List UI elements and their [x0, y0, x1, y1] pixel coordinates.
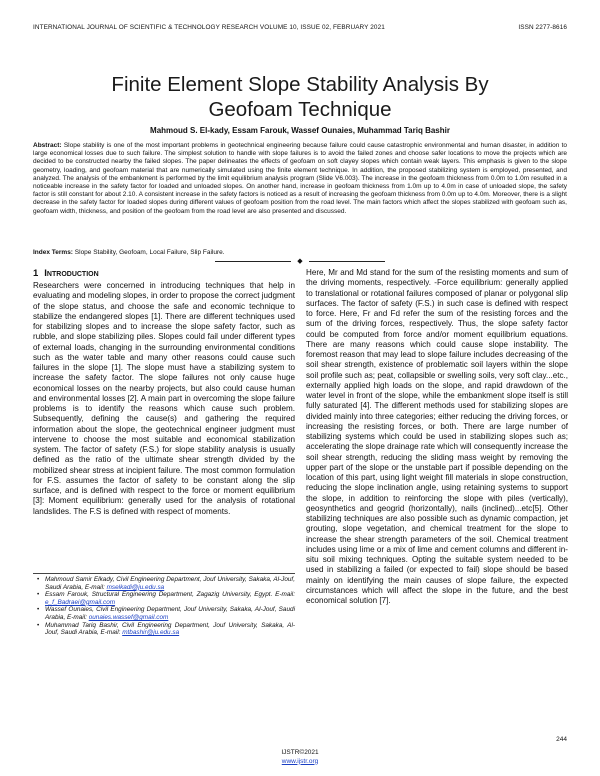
footnote-text: Muhammad Tariq Bashir, Civil Engineering Department, Jouf University, Sakaka, Al-Jouf, Saudi Arabia, E-mail:	[45, 621, 295, 637]
page-footer	[0, 749, 600, 766]
bullet-icon: •	[37, 576, 40, 583]
author-list: Mahmoud S. El-kady, Essam Farouk, Wassef Ounaies, Muhammad Tariq Bashir	[150, 126, 450, 135]
index-terms	[33, 249, 567, 257]
email-link[interactable]: mtbashir@ju.edu.sa	[122, 629, 180, 637]
email-link[interactable]: ounaies.wassef@gmail.com	[88, 613, 169, 621]
section-number: 1	[33, 268, 39, 279]
author-footnotes	[33, 573, 295, 637]
section-title: Introduction	[44, 268, 99, 279]
right-column	[306, 268, 568, 606]
abstract-text: Slope stability is one of the most important problems in geotechnical engineering because failure could cause catastrophic environmental and human disaster, in addition to large economical losses due to such failure. The simplest solution to handle with slope failures is to avoid the failed zones and choose safer locations to move the projects which are decided to be constructed nearby the failed slopes. The paper delineates the effects of geofoam on soft clayey slopes which contain weak layers. This emphasis is given to the slope geometry, loading, and geofoam material that are numerically simulated using the finite element technique. In addition, the proposed stabilizing system is employed, presented, and analyzed. The analysis of the embankment is performed by the limit equilibrium analysis program (Slide V6.003). The increase in the geofoam thickness from 0.0m to 1.0m resulted in a noticeable increase in the safety factor for loaded and unloaded slopes. On another hand, increase in geofoam thickness from 1.0m up to 4.0m in case of unloaded slope, the safety factor is still constant for about 2.10. A consistent increase in the safety factors is noticed as a result of increasing the geofoam thickness from 0.0m up to 4.0m. Moreover, there is a slight decrease in the safety factor for loaded slopes during different values of geofoam position from the road level. The main factors which affect the slopes stabilized with geofoam such as, geofoam width, thickness, and position of the geofoam from the road level are also presented and discussed.	[33, 142, 567, 215]
index-terms-label: Index Terms:	[33, 249, 73, 256]
title-line-1: Finite Element Slope Stability Analysis By	[111, 72, 489, 96]
left-column	[33, 268, 295, 517]
paper-title	[40, 72, 560, 122]
footnote-author-3	[37, 606, 295, 621]
abstract-label: Abstract:	[33, 142, 62, 149]
introduction-paragraph: Researchers were concerned in introducing techniques that help in evaluating and modeling slopes, in order to propose the correct judgment of the slope status, and choose the safe and economic technique to stabilize the endangered slopes [1]. There are different techniques used for stabilizing slopes and to increase the slope safety factor, such as rubble, and slope stabilizing piles. Slopes could fail under different types of external loads, changing in the surrounding environmental conditions such as the water table and many other reasons could cause such failures in the slope [1]. The slope must have a stabilizing system to increase the safety factor. The slope failures not only cause huge economical losses on the nearby projects, but also could cause human and environmental losses [2]. A main part in overcoming the slope failure problems is to identify the reasons which cause such problem. Subsequently, defining the cause(s) and gathering the required information about the slope, the geotechnical engineer judgment must intervene to choose the most suitable and economical stabilization system. The factor of safety (F.S.) for slope stability analysis is usually defined as the ratio of the ultimate shear strength divided by the mobilized shear stress at incipient failure. The most common formulation for F.S. assumes the factor of safety to be constant along the slip surface, and is defined with respect to the force or moment equilibrium [3]: Moment equilibrium: generally used for the analysis of rotational landslides. The F.S is defined with respect of moments.	[33, 281, 295, 516]
footnote-text: Mahmoud Samir Elkady, Civil Engineering Department, Jouf University, Sakaka, Al-Jouf, Saudi Arabia, E-mail:	[45, 576, 295, 591]
journal-url-link[interactable]: www.ijstr.org	[281, 757, 319, 765]
footnote-text: Essam Farouk, Structural Engineering Department, Zagazig University, Egypt. E-mail:	[45, 591, 295, 599]
divider-line-right	[309, 261, 385, 262]
divider-line-left	[215, 261, 291, 262]
section-heading-introduction	[33, 268, 295, 280]
right-column-paragraph: Here, Mr and Md stand for the sum of the resisting moments and sum of the driving moments, respectively. -Force equilibrium: generally applied to translational or rotational failures composed of planar or polygonal slip surfaces. The factor of safety (F.S.) in such case is defined with respect to force. Here, Fr and Fd refer the sum of the resisting forces and the sum of the driving forces, respectively. Thus, the slope safety factor could be computed from force and/or moment equilibrium equations. There are many reasons which could cause slope instability. The foremost reason that may lead to slope failure includes decreasing of the soil shear strength, existence of problematic soil layers within the slope soil profile such as; peat, collapsible or swelling soils, very soft clay...etc., externally applied high loads on the slope, and rapid drawdown of the water level in front of the slope, while the embankment slope itself is still fully saturated [4]. The different methods used for stabilizing slopes are divided mainly into three categories; either reducing the driving forces, or increasing the resisting forces, or both. There are large number of stabilizing systems which could be used in stabilizing slopes such as; accelerating the slope drainage rate which will consequently increase the soil shear strength, reducing the sliding mass weight by removing the upper part of the slope or the unstable part if possible depending on the location of this part, using light weight fill materials in slope construction, reducing the slope inclination angle, using retaining systems to support the slope, in addition to reinforcing the slope with piles (vertically), geosynthetics and geogrid (horizontally), nails (inclined)...etc[5]. Other stabilizing techniques are also possible such as dynamic compaction, jet grouting, slope vegetation, and chemical treatment for the slope to increase the shear strength parameters of the soil. Chemical treatment includes using lime or a mix of lime and cement columns and different in-situ soil mixing techniques. Opting the suitable system needed to be used in stabilizing a failed (or expected to fail) slope should be based mainly on identifying the main causes of slope failure, the expected circumstances which will affect the slope in the future, and the best economical solution [7].	[306, 268, 568, 605]
footer-copyright: IJSTR©2021	[281, 749, 319, 756]
index-terms-text: Slope Stability, Geofoam, Local Failure, Slip Failure.	[72, 249, 225, 256]
title-line-2: Geofoam Technique	[208, 97, 392, 121]
footnote-author-4	[37, 621, 295, 637]
footnote-author-2	[37, 591, 295, 606]
page-number: 244	[556, 736, 567, 743]
section-divider	[0, 257, 600, 267]
email-link[interactable]: mselkadi@ju.edu.sa	[106, 583, 165, 591]
email-link[interactable]: e_f_Badraei@gmail.com	[45, 598, 116, 606]
bullet-icon: •	[37, 591, 40, 599]
journal-name: INTERNATIONAL JOURNAL OF SCIENTIFIC & TECHNOLOGY RESEARCH VOLUME 10, ISSUE 02, FEBRUARY 2021	[33, 24, 385, 31]
divider-diamond-icon: ◆	[297, 258, 303, 265]
issn: ISSN 2277-8616	[518, 24, 567, 31]
footnote-author-1	[37, 576, 295, 591]
abstract	[33, 142, 567, 216]
running-header	[33, 24, 567, 31]
bullet-icon: •	[37, 606, 40, 614]
bullet-icon: •	[37, 621, 40, 629]
footnote-text: Wassef Ounaies, Civil Engineering Department, Jouf University, Sakaka, Al-Jouf, Saudi Arabia, E-mail:	[45, 606, 295, 621]
